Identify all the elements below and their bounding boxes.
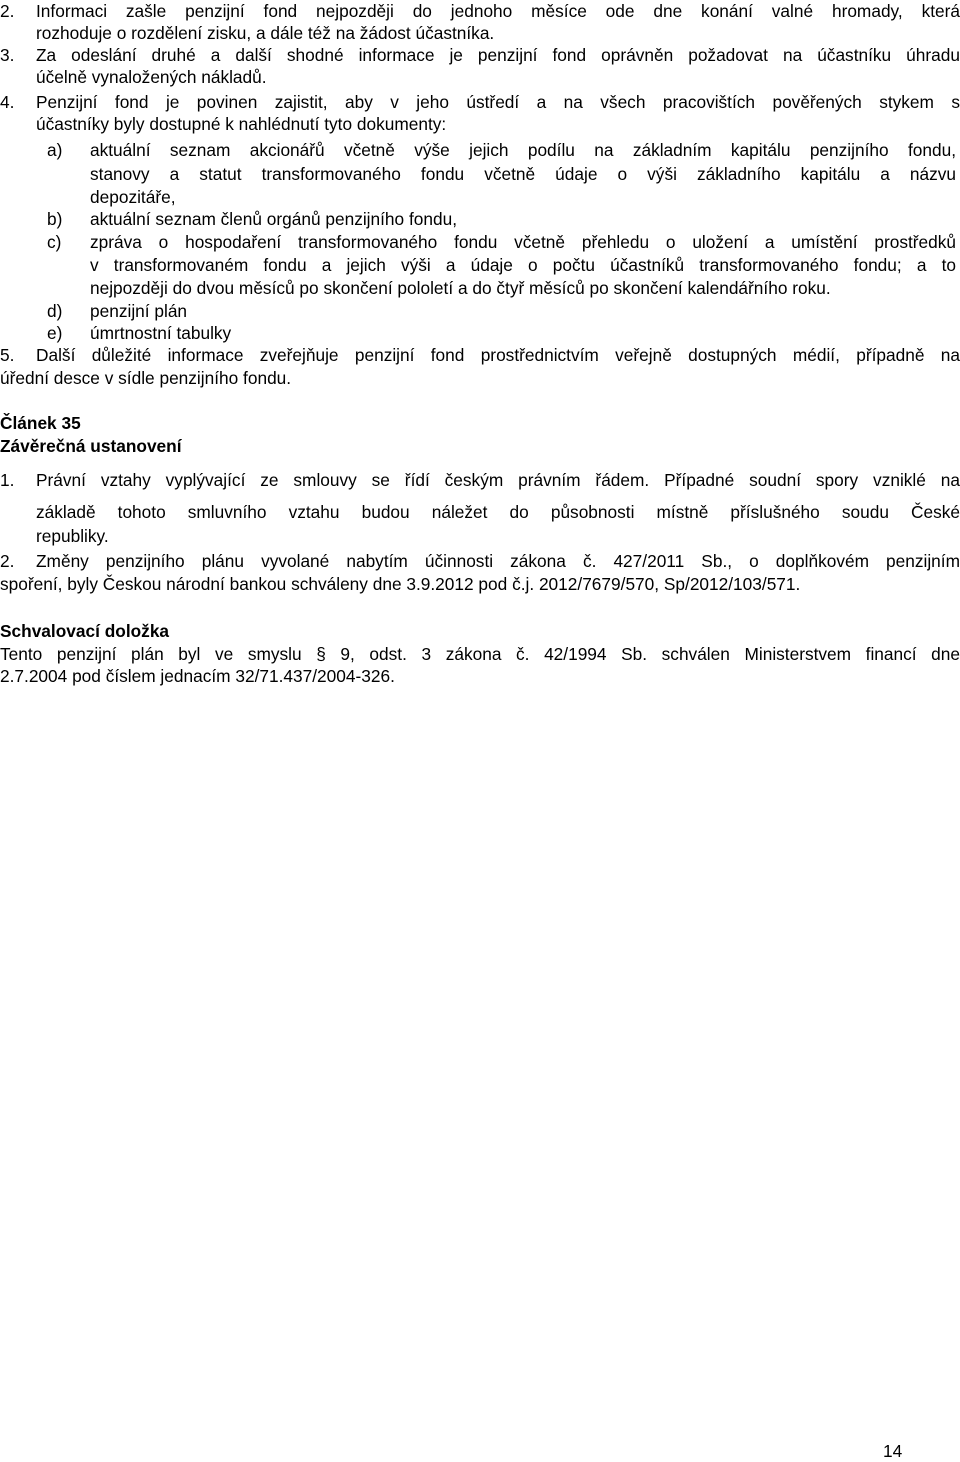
- list-text-line: spoření, byly Českou národní bankou schváleny dne 3.9.2012 pod č.j. 2012/7679/570, Sp/2012/103/571.: [0, 574, 801, 594]
- list-text-line: Změny penzijního plánu vyvolané nabytím účinnosti zákona č. 427/2011 Sb., o doplňkovém penzijním: [36, 551, 960, 571]
- sublist-text-line: v transformovaném fondu a jejich výši a údaje o počtu účastníků transformovaného fondu; a to: [90, 255, 956, 275]
- sublist-text-line: aktuální seznam členů orgánů penzijního fondu,: [90, 209, 457, 229]
- list-number: 4.: [0, 92, 15, 112]
- sublist-marker: a): [47, 140, 63, 160]
- list-number: 2.: [0, 551, 15, 571]
- sublist-text-line: penzijní plán: [90, 301, 188, 321]
- page-number: 14: [883, 1441, 903, 1461]
- list-text-line: Za odeslání druhé a další shodné informace je penzijní fond oprávněn požadovat na účastníku úhradu: [36, 45, 960, 65]
- list-number: 3.: [0, 45, 15, 65]
- sublist-marker: b): [47, 209, 63, 229]
- list-text-line: Penzijní fond je povinen zajistit, aby v jeho ústředí a na všech pracovištích pověřených stykem s: [36, 92, 960, 112]
- list-text-line: rozhoduje o rozdělení zisku, a dále též na žádost účastníka.: [36, 23, 495, 43]
- sublist-text-line: aktuální seznam akcionářů včetně výše jejich podílu na základním kapitálu penzijního fondu,: [90, 140, 956, 160]
- sublist-marker: c): [47, 232, 62, 252]
- sublist-text-line: úmrtnostní tabulky: [90, 323, 232, 343]
- sublist-text-line: stanovy a statut transformovaného fondu včetně údaje o výši základního kapitálu a názvu: [90, 164, 956, 184]
- article-subheading: Závěrečná ustanovení: [0, 436, 182, 456]
- list-text-line: účastníky byly dostupné k nahlédnutí tyto dokumenty:: [36, 114, 447, 134]
- approval-text-line: Tento penzijní plán byl ve smyslu § 9, odst. 3 zákona č. 42/1994 Sb. schválen Ministerstvem financí dne: [0, 644, 960, 664]
- list-text-line: účelně vynaložených nákladů.: [36, 67, 267, 87]
- sublist-text-line: depozitáře,: [90, 187, 176, 207]
- list-number: 1.: [0, 470, 15, 490]
- list-text-line: základě tohoto smluvního vztahu budou náležet do působnosti místně příslušného soudu České: [36, 502, 960, 522]
- sublist-marker: e): [47, 323, 63, 343]
- approval-heading: Schvalovací doložka: [0, 621, 170, 641]
- sublist-text-line: zpráva o hospodaření transformovaného fondu včetně přehledu o uložení a umístění prostředků: [90, 232, 956, 252]
- approval-text-line: 2.7.2004 pod číslem jednacím 32/71.437/2004-326.: [0, 666, 395, 686]
- list-text-line: republiky.: [36, 526, 109, 546]
- list-number: 5.: [0, 345, 15, 365]
- sublist-marker: d): [47, 301, 63, 321]
- article-heading: Článek 35: [0, 413, 81, 433]
- list-text-line: Právní vztahy vyplývající ze smlouvy se řídí českým právním řádem. Případné soudní spory vzniklé na: [36, 470, 960, 490]
- list-number: 2.: [0, 1, 15, 21]
- list-text-line: Informaci zašle penzijní fond nejpozději do jednoho měsíce ode dne konání valné hromady, která: [36, 1, 960, 21]
- list-text-line: Další důležité informace zveřejňuje penzijní fond prostřednictvím veřejně dostupných médií, případně na: [36, 345, 960, 365]
- sublist-text-line: nejpozději do dvou měsíců po skončení pololetí a do čtyř měsíců po skončení kalendářního roku.: [90, 278, 831, 298]
- list-text-line: úřední desce v sídle penzijního fondu.: [0, 368, 292, 388]
